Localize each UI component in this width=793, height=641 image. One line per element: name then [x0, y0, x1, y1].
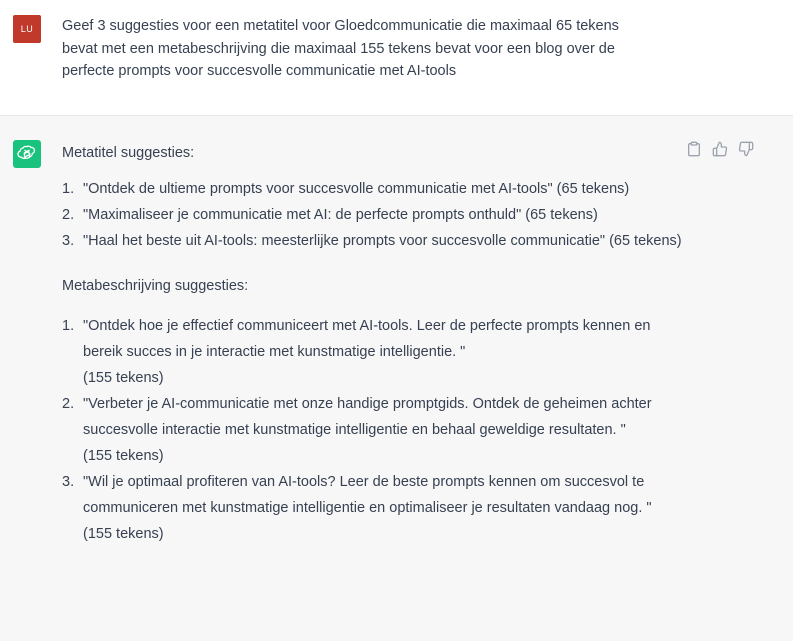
list-item [62, 313, 692, 391]
copy-icon [686, 141, 702, 157]
list-number: 3. [62, 474, 75, 490]
user-message-row [0, 0, 793, 116]
list-item [62, 176, 692, 202]
list-item-text: "Verbeter je AI-communicatie met onze handige promptgids. Ontdek de geheimen achter succesvolle interactie met kunstmatige intelligentie en behaal geweldige resultaten. " [83, 396, 652, 438]
list-item [62, 469, 692, 547]
thumbs-up-button[interactable] [711, 140, 729, 158]
list-number: 1. [62, 181, 75, 197]
list-item-text: "Haal het beste uit AI-tools: meesterlijke prompts voor succesvolle communicatie" (65 tekens) [83, 233, 682, 249]
assistant-message-content [62, 140, 692, 547]
message-actions [685, 140, 755, 158]
thumbs-down-button[interactable] [737, 140, 755, 158]
assistant-message-row [0, 116, 793, 641]
user-message-text: Geef 3 suggesties voor een metatitel voor Gloedcommunicatie die maximaal 65 tekens bevat met een metabeschrijving die maximaal 155 tekens bevat voor een blog over de perfecte prompts voor succesvolle communicatie met AI-tools [62, 18, 619, 79]
meta-descriptions-heading: Metabeschrijving suggesties: [62, 278, 249, 294]
list-item-text: "Ontdek hoe je effectief communiceert met AI-tools. Leer de perfecte prompts kennen en bereik succes in je interactie met kunstmatige intelligentie. " [83, 318, 651, 360]
list-item-text: "Ontdek de ultieme prompts voor succesvolle communicatie met AI-tools" (65 tekens) [83, 181, 630, 197]
list-number: 3. [62, 233, 75, 249]
list-number: 2. [62, 396, 75, 412]
list-item-text: "Maximaliseer je communicatie met AI: de perfecte prompts onthuld" (65 tekens) [83, 207, 598, 223]
thumbs-down-icon [738, 141, 754, 157]
user-avatar: LU [13, 15, 41, 43]
list-number: 2. [62, 207, 75, 223]
copy-button[interactable] [685, 140, 703, 158]
openai-logo-icon [17, 144, 37, 164]
char-count: (155 tekens) [83, 526, 164, 542]
list-item [62, 391, 692, 469]
meta-titles-list [62, 176, 692, 254]
thumbs-up-icon [712, 141, 728, 157]
meta-descriptions-list [62, 313, 692, 547]
char-count: (155 tekens) [83, 448, 164, 464]
meta-titles-heading: Metatitel suggesties: [62, 145, 195, 161]
list-item [62, 202, 692, 228]
char-count: (155 tekens) [83, 370, 164, 386]
list-item-text: "Wil je optimaal profiteren van AI-tools? Leer de beste prompts kennen om succesvol te communiceren met kunstmatige intelligentie en optimaliseer je resultaten vandaag nog. " [83, 474, 652, 516]
list-number: 1. [62, 318, 75, 334]
assistant-avatar [13, 140, 41, 168]
list-item [62, 228, 692, 254]
